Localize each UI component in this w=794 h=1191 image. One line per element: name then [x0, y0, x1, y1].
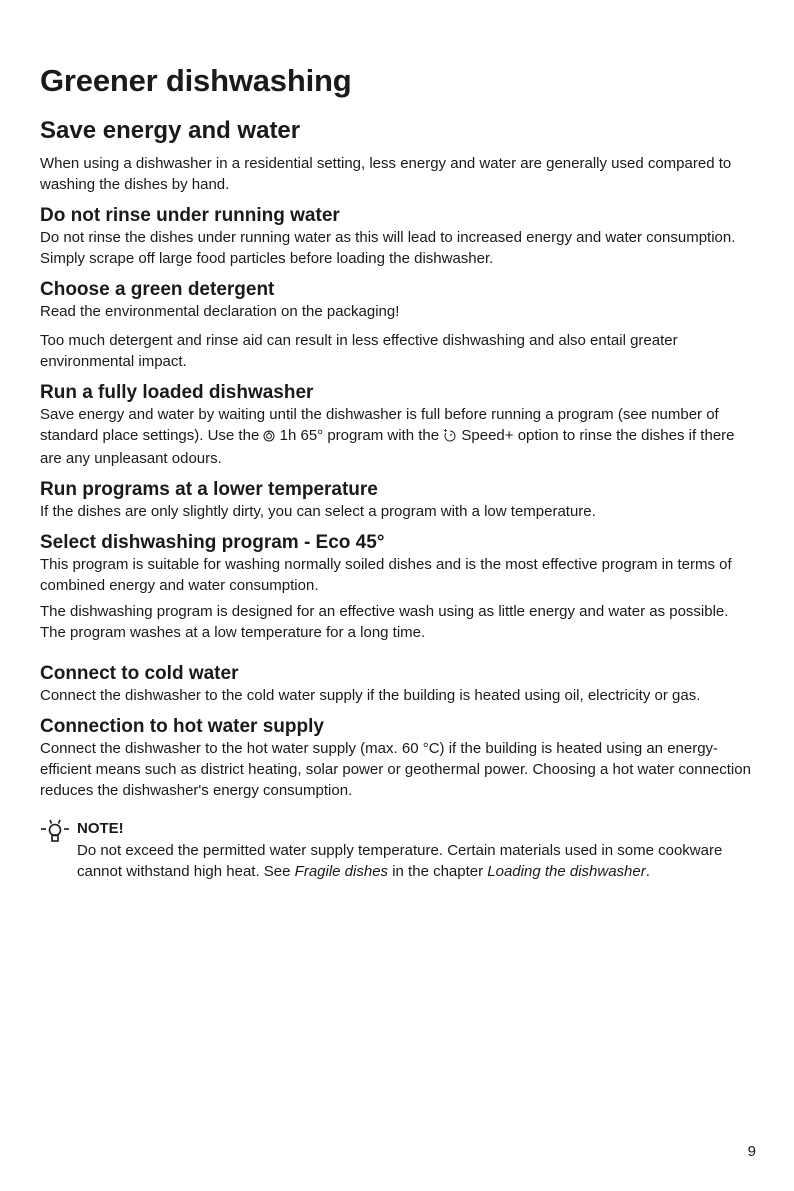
section-cold-water — [40, 662, 756, 706]
section-heading: Connect to cold water — [40, 663, 239, 684]
page-title: Greener dishwashing — [40, 63, 352, 98]
section-detergent — [40, 278, 756, 372]
section-fully-loaded — [40, 381, 756, 469]
note-text-part1: Do not exceed the permitted water supply temperature. Certain materials used in some cookware cannot withstand high heat. See — [77, 842, 723, 880]
section-text — [40, 404, 756, 469]
run-text-part1: Save energy and water by waiting until the dishwasher is full before running a program (see number of standard place settings). Use the — [40, 406, 719, 444]
program-symbol-icon — [263, 427, 275, 448]
section-heading: Connection to hot water supply — [40, 716, 324, 737]
section-text: Connect the dishwasher to the hot water supply (max. 60 °C) if the building is heated using an energy-efficient means such as district heating, solar power or geothermal power. Choosing a hot water connection reduces the dishwasher's energy consumption. — [40, 740, 751, 799]
note-box — [40, 819, 756, 882]
section-eco-program — [40, 531, 756, 643]
section-rinse — [40, 204, 756, 269]
section-text: The dishwashing program is designed for an effective wash using as little energy and water as possible. The program washes at a low temperature for a long time. — [40, 603, 729, 641]
intro-text: When using a dishwasher in a residential setting, less energy and water are generally used compared to washing the dishes by hand. — [40, 155, 732, 193]
note-reference-loading-chapter: Loading the dishwasher — [487, 863, 646, 880]
section-heading: Run a fully loaded dishwasher — [40, 382, 314, 403]
speed-plus-icon — [443, 427, 457, 448]
section-lower-temperature — [40, 478, 756, 522]
section-text: This program is suitable for washing normally soiled dishes and is the most effective program in terms of combined energy and water consumption. — [40, 556, 732, 594]
note-title: NOTE! — [77, 820, 124, 837]
section-text: Read the environmental declaration on the packaging! — [40, 303, 400, 320]
section-heading: Select dishwashing program - Eco 45° — [40, 532, 385, 553]
section-text: Too much detergent and rinse aid can result in less effective dishwashing and also entail greater environmental impact. — [40, 332, 678, 370]
section-text: Do not rinse the dishes under running water as this will lead to increased energy and water consumption. Simply scrape off large food particles before loading the dishwasher. — [40, 229, 736, 267]
note-text-part3: . — [645, 863, 650, 880]
page-subtitle: Save energy and water — [40, 117, 301, 144]
note-reference-fragile-dishes: Fragile dishes — [294, 863, 389, 880]
run-text-part3: Speed+ option to rinse the dishes if there are any unpleasant odours. — [40, 427, 735, 467]
section-text: If the dishes are only slightly dirty, you can select a program with a low temperature. — [40, 503, 596, 520]
section-heading: Run programs at a lower temperature — [40, 479, 378, 500]
note-text-part2: in the chapter — [388, 863, 488, 880]
note-text — [77, 840, 756, 882]
section-text: Connect the dishwasher to the cold water supply if the building is heated using oil, electricity or gas. — [40, 687, 701, 704]
run-text-part2: 1h 65° program with the — [275, 427, 444, 444]
page-number: 9 — [747, 1143, 756, 1160]
lightbulb-icon — [40, 819, 70, 847]
section-heading: Do not rinse under running water — [40, 205, 340, 226]
section-heading: Choose a green detergent — [40, 279, 275, 300]
page-content — [40, 62, 756, 882]
section-hot-water — [40, 715, 756, 801]
